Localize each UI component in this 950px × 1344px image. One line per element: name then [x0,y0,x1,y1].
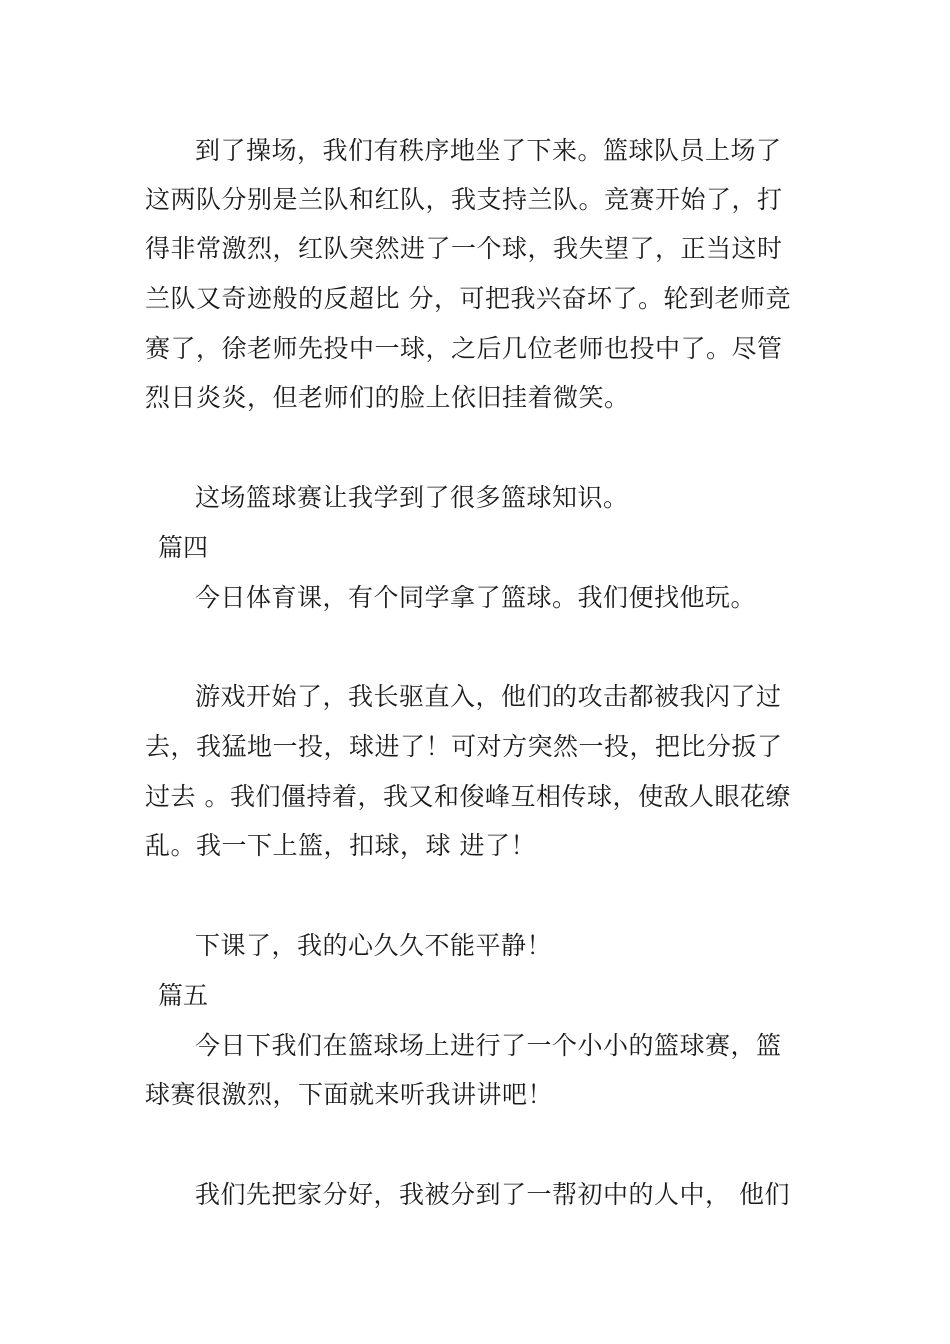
paragraph-4-line-2: 去，我猛地一投，球进了！可对方突然一投，把比分扳了 [145,732,783,761]
paragraph-6-line-2: 球赛很激烈，下面就来听我讲讲吧！ [145,1080,554,1109]
paragraph-4-line-3: 过去 。我们僵持着，我又和俊峰互相传球，使敌人眼花缭 [145,782,791,811]
paragraph-4-line-4: 乱。我一下上篮，扣球，球 进了！ [145,831,536,860]
paragraph-1-line-6: 烈日炎炎，但老师们的脸上依旧挂着微笑。 [145,383,630,412]
paragraph-3-line-1: 今日体育课，有个同学拿了篮球。我们便找他玩。 [195,583,757,612]
paragraph-1-line-5: 赛了，徐老师先投中一球，之后几位老师也投中了。尽管 [145,334,783,363]
paragraph-4-line-1: 游戏开始了，我长驱直入，他们的攻击都被我闪了过 [195,682,782,711]
section-heading-5: 篇五 [158,981,209,1010]
paragraph-7-line-1: 我们先把家分好，我被分到了一帮初中的人中， 他们 [195,1180,790,1209]
paragraph-2-line-1: 这场篮球赛让我学到了很多篮球知识。 [195,483,629,512]
paragraph-1-line-1: 到了操场，我们有秩序地坐了下来。篮球队员上场了 [195,136,782,165]
paragraph-5-line-1: 下课了，我的心久久不能平静！ [195,931,553,960]
paragraph-6-line-1: 今日下我们在篮球场上进行了一个小小的篮球赛，篮 [195,1031,782,1060]
paragraph-1-line-4: 兰队又奇迹般的反超比 分，可把我兴奋坏了。轮到老师竞 [145,284,791,313]
paragraph-1-line-3: 得非常激烈，红队突然进了一个球，我失望了，正当这时 [145,234,783,263]
paragraph-1-line-2: 这两队分别是兰队和红队，我支持兰队。竞赛开始了，打 [145,185,783,214]
section-heading-4: 篇四 [158,533,209,562]
